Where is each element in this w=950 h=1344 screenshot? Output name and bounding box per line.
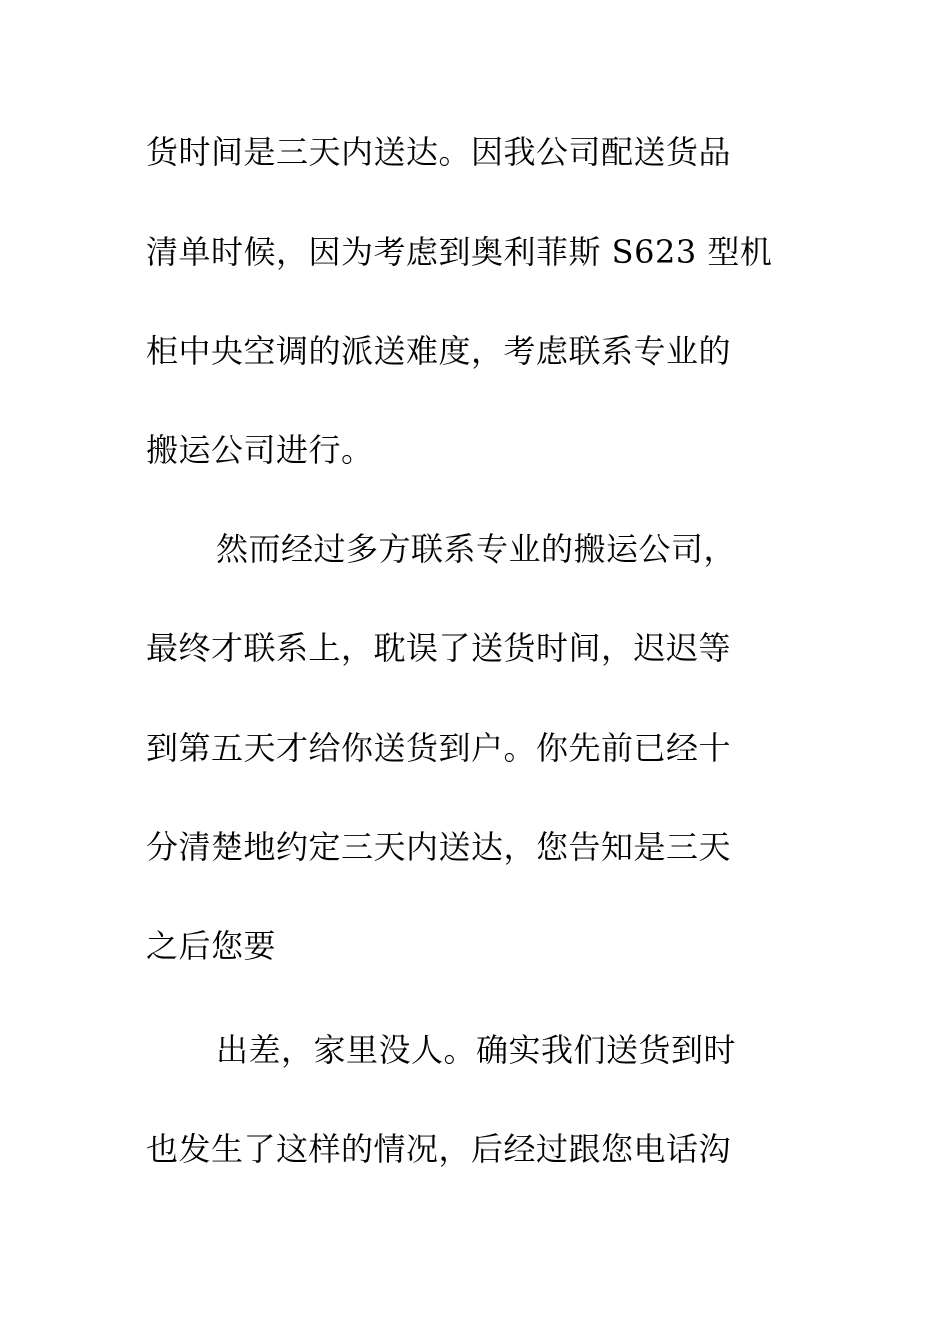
text-line: 也发生了这样的情况，后经过跟您电话沟 [146, 1130, 732, 1168]
text-line: 清单时候，因为考虑到奥利菲斯 S623 型机 [146, 233, 773, 271]
text-line: 分清楚地约定三天内送达，您告知是三天 [146, 828, 732, 866]
text-line: 到第五天才给你送货到户。你先前已经十 [146, 729, 732, 767]
text-line: 最终才联系上，耽误了送货时间，迟迟等 [146, 629, 732, 667]
text-line: 之后您要 [146, 927, 277, 965]
text-line: 出差，家里没人。确实我们送货到时 [216, 1031, 737, 1069]
text-line: 柜中央空调的派送难度，考虑联系专业的 [146, 332, 732, 370]
text-line: 货时间是三天内送达。因我公司配送货品 [146, 133, 732, 171]
text-line: 然而经过多方联系专业的搬运公司， [216, 530, 737, 568]
text-line: 搬运公司进行。 [146, 431, 374, 469]
